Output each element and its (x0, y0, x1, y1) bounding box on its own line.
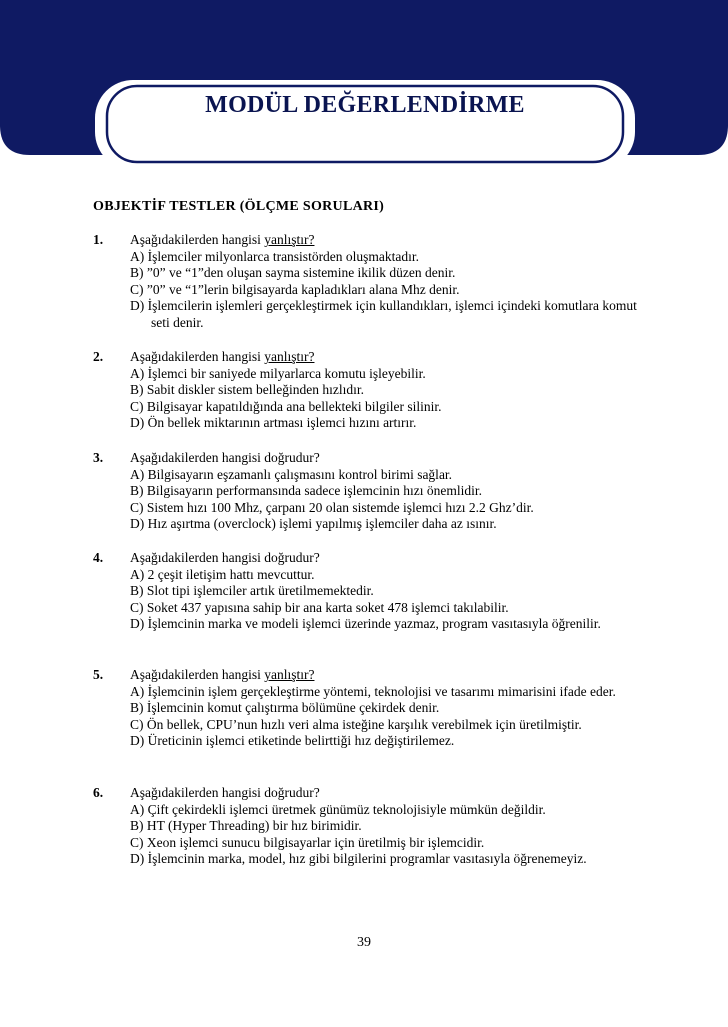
option-a: A) 2 çeşit iletişim hattı mevcuttur. (130, 566, 315, 582)
question-number: 1. (93, 232, 104, 247)
option-d: D) Ön bellek miktarının artması işlemci hızını artırır. (130, 415, 417, 431)
question-6 (93, 785, 641, 868)
stem-keyword: yanlıştır? (264, 232, 315, 247)
option-d: D) Üreticinin işlemci etiketinde belirttiği hız değiştirilemez. (130, 733, 455, 749)
question-stem (130, 550, 641, 567)
option-a: A) Çift çekirdekli işlemci üretmek günümüz teknolojisiyle mümkün değildir. (130, 801, 546, 817)
section-heading: OBJEKTİF TESTLER (ÖLÇME SORULARI) (93, 199, 385, 214)
stem-text: Aşağıdakilerden hangisi doğrudur? (130, 785, 320, 800)
question-5 (93, 667, 641, 750)
stem-text: Aşağıdakilerden hangisi doğrudur? (130, 450, 320, 465)
option-c: C) Xeon işlemci sunucu bilgisayarlar için üretilmiş bir işlemcidir. (130, 834, 485, 850)
option-a: A) İşlemci bir saniyede milyarlarca komutu işleyebilir. (130, 365, 426, 381)
option-b: B) Bilgisayarın performansında sadece işlemcinin hızı önemlidir. (130, 483, 483, 499)
option-b: B) Sabit diskler sistem belleğinden hızlıdır. (130, 382, 364, 398)
option-b: B) Slot tipi işlemciler artık üretilmemektedir. (130, 583, 374, 599)
question-number: 6. (93, 785, 104, 800)
stem-text: Aşağıdakilerden hangisi doğrudur? (130, 550, 320, 565)
stem-keyword: yanlıştır? (264, 667, 315, 682)
option-c: C) Soket 437 yapısına sahip bir ana karta soket 478 işlemci takılabilir. (130, 599, 509, 615)
question-number: 2. (93, 349, 104, 364)
question-3 (93, 450, 641, 533)
option-d: D) İşlemcilerin işlemleri gerçekleştirmek için kullandıkları, işlemci içindeki komutlara komut seti denir. (130, 298, 637, 330)
option-a: A) Bilgisayarın eşzamanlı çalışmasını kontrol birimi sağlar. (130, 466, 453, 482)
question-1 (93, 232, 641, 332)
module-evaluation-title: MODÜL DEĞERLENDİRME (205, 92, 525, 118)
option-a: A) İşlemciler milyonlarca transistörden oluşmaktadır. (130, 248, 420, 264)
question-stem (130, 450, 641, 467)
banner-frame-graphic (0, 0, 728, 180)
question-2 (93, 349, 641, 432)
option-c: C) Ön bellek, CPU’nun hızlı veri alma isteğine karşılık verebilmek için üretilmiştir. (130, 716, 582, 732)
option-d: D) Hız aşırtma (overclock) işlemi yapılmış işlemciler daha az ısınır. (130, 516, 497, 532)
option-b: B) ”0” ve “1”den oluşan sayma sistemine ikilik düzen denir. (130, 265, 456, 281)
option-c: C) Sistem hızı 100 Mhz, çarpanı 20 olan sistemde işlemci hızı 2.2 Ghz’dir. (130, 499, 534, 515)
question-stem (130, 232, 641, 249)
option-c: C) ”0” ve “1”lerin bilgisayarda kapladıkları alana Mhz denir. (130, 281, 460, 297)
question-stem (130, 785, 641, 802)
stem-text: Aşağıdakilerden hangisi (130, 667, 265, 682)
option-d: D) İşlemcinin marka, model, hız gibi bilgilerini programlar vasıtasıyla öğrenemeyiz. (130, 851, 587, 867)
stem-keyword: yanlıştır? (264, 349, 315, 364)
question-number: 3. (93, 450, 104, 465)
question-stem (130, 349, 641, 366)
page-number: 39 (357, 935, 371, 950)
question-4 (93, 550, 641, 633)
question-number: 5. (93, 667, 104, 682)
question-stem (130, 667, 641, 684)
option-a: A) İşlemcinin işlem gerçekleştirme yöntemi, teknolojisi ve tasarımı mimarisini ifade eder. (130, 683, 616, 699)
option-d: D) İşlemcinin marka ve modeli işlemci üzerinde yazmaz, program vasıtasıyla öğrenilir. (130, 616, 601, 632)
question-number: 4. (93, 550, 104, 565)
option-c: C) Bilgisayar kapatıldığında ana bellekteki bilgiler silinir. (130, 398, 442, 414)
header-banner (0, 0, 728, 180)
option-b: B) İşlemcinin komut çalıştırma bölümüne çekirdek denir. (130, 700, 440, 716)
stem-text: Aşağıdakilerden hangisi (130, 232, 265, 247)
stem-text: Aşağıdakilerden hangisi (130, 349, 265, 364)
option-b: B) HT (Hyper Threading) bir hız birimidir. (130, 818, 362, 834)
